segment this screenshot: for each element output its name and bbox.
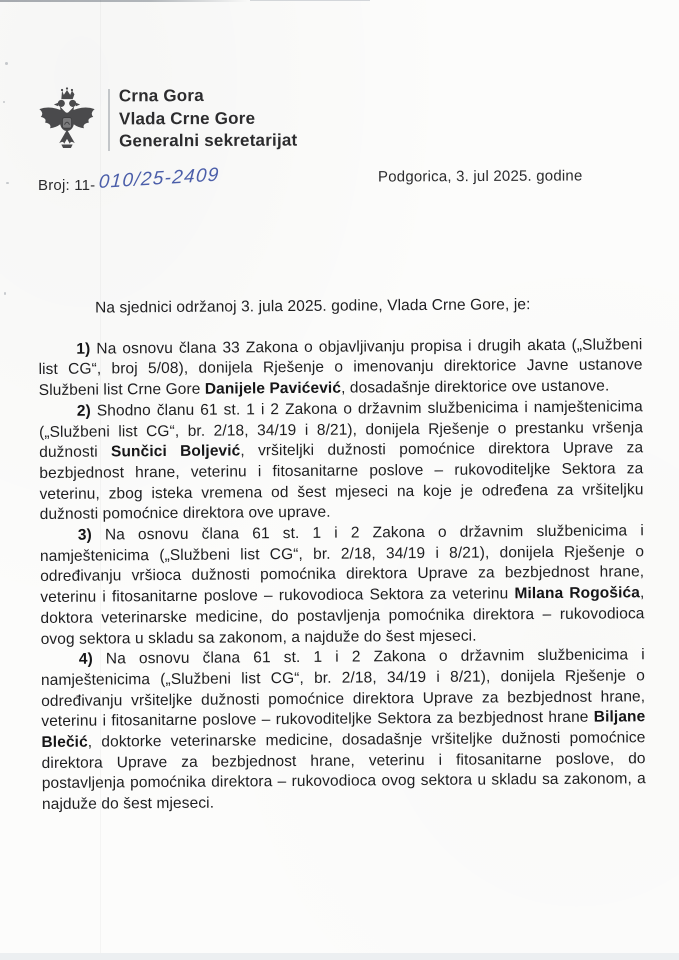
paragraph-text: , vršiteljki dužnosti pomoćnice direktora Uprave za bezbjednost hrane, veterinu i fitosanitarne poslove – rukovoditeljke Sektora za veterinu, zbog isteka vremena od šest mjeseci na koje je određena za vršiteljku dužnosti pomoćnice direktora ove uprave. (39, 439, 644, 524)
scan-speck (3, 101, 5, 103)
reference-number-line (38, 164, 221, 196)
person-name: Sunčici Boljević (110, 442, 241, 461)
reference-number-handwritten: 010/25-2409 (98, 164, 221, 193)
scan-artifact-top-edge-2 (250, 0, 370, 1)
place-date: Podgorica, 3. jul 2025. godine (377, 167, 583, 186)
scan-speck (6, 182, 9, 184)
intro-line: Na sjednici održanoj 3. jula 2025. godine, Vlada Crne Gore, je: (95, 296, 531, 317)
paragraph-number: 3) (77, 526, 105, 544)
paragraph-list (38, 335, 646, 816)
document-paragraph (38, 335, 642, 402)
org-line-government: Vlada Crne Gore (118, 108, 256, 128)
person-name: Biljane Blečić (41, 708, 646, 752)
document-paragraph (40, 521, 645, 650)
paragraph-text: Na osnovu člana 33 Zakona o objavljivanju propisa i drugih akata („Službeni list CG“, broj 5/08), donijela Rješenje o imenovanju direktorice Javne ustanove Službeni list Crne Gore (38, 335, 643, 400)
org-line-secretariat: Generalni sekretarijat (119, 130, 298, 151)
paragraph-text: Na osnovu člana 61 st. 1 i 2 Zakona o državnim službenicima i namještenicima („Službeni list CG“, br. 2/18, 34/19 i 8/21), donijela Rješenje o određivanju vršioca dužnosti pomoćnika direktora Uprave za bezbjednost hrane, veterinu i fitosanitarne poslove – rukovodioca Sektora za veterinu (39, 522, 645, 607)
person-name: Milana Rogošića (514, 584, 640, 603)
montenegro-coat-of-arms-icon (35, 85, 99, 153)
scan-speck (4, 292, 6, 295)
scan-artifact-bottom-band (0, 953, 679, 960)
paragraph-text: , dosadašnje direktorice ove ustanove. (340, 377, 610, 397)
document-paragraph (41, 645, 646, 815)
paragraph-text: Na osnovu člana 61 st. 1 i 2 Zakona o državnim službenicima i namještenicima („Službeni list CG“, br. 2/18, 34/19 i 8/21), donijela Rješenje o određivanju vršiteljke dužnosti pomoćnice direktora Uprave za bezbjednost hrane, veterinu i fitosanitarne poslove – rukovoditeljke Sektora za bezbjednost hrane (40, 646, 646, 731)
document-paragraph (39, 397, 644, 526)
reference-number-label: Broj: 11- (38, 177, 96, 194)
paragraph-number: 1) (76, 340, 97, 358)
scan-speck (5, 62, 8, 65)
document-body (38, 294, 646, 816)
paragraph-number: 2) (76, 402, 97, 420)
scan-artifact-top-edge (0, 0, 248, 2)
person-name: Danijele Pavićević (204, 379, 342, 398)
org-line-country: Crna Gora (118, 86, 204, 106)
paragraph-number: 4) (78, 650, 106, 668)
paragraph-text: , doktora veterinarske medicine, do postavljenja pomoćnika direktora – rukovodioca ovog sektora u skladu sa zakonom, a najduže do šest mjeseci. (40, 584, 645, 648)
org-block (119, 85, 298, 153)
paragraph-text: Shodno članu 61 st. 1 i 2 Zakona o državnim službenicima i namještenicima („Službeni list CG“, br. 2/18, 34/19 i 8/21), donijela Rješenje o prestanku vršenja dužnosti (38, 398, 644, 462)
paragraph-text: , doktorke veterinarske medicine, dosadašnje vršiteljke dužnosti pomoćnice direktora Uprave za bezbjednost hrane, veterinu i fitosanitarne poslove, do postavljenja pomoćnika direktora – rukovodioca ovog sektora u skladu sa zakonom, a najduže do šest mjeseci. (41, 729, 646, 814)
header-divider (108, 89, 110, 151)
